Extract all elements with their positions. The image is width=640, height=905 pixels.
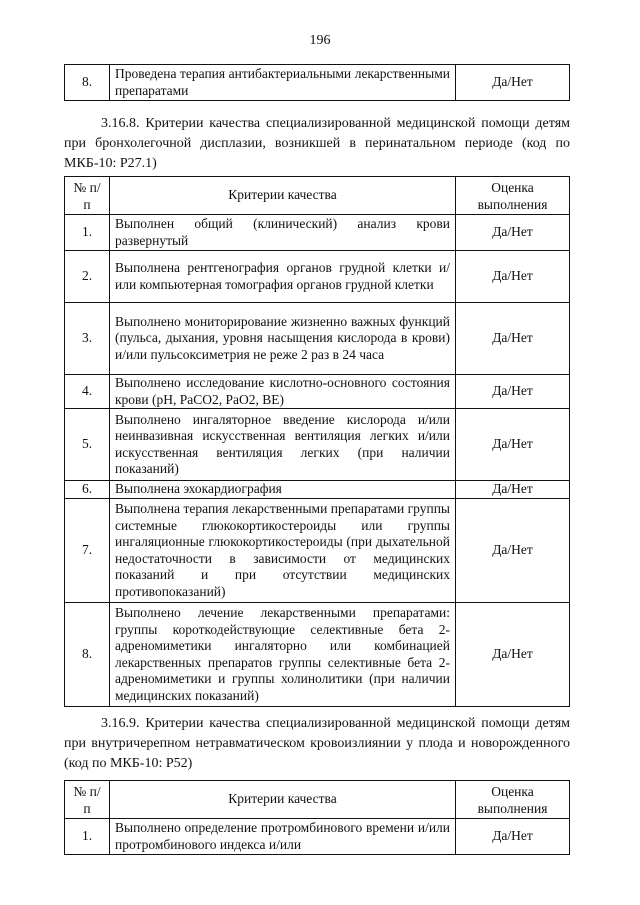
row-grade: Да/Нет [456,303,570,375]
row-criterion: Выполнена терапия лекарственными препаратами группы системные глюкокортикостероиды или группы ингаляционные глюкокортикостероиды (при дыхательной недостаточности в зависимости от медицинских показаний и при отсутствии медицинских противопоказаний) [110,499,456,603]
row-grade: Да/Нет [456,215,570,251]
row-criterion: Выполнена рентгенография органов грудной клетки и/или компьютерная томография органов грудной клетки [110,251,456,303]
header-criteria: Критерии качества [110,177,456,215]
row-number: 3. [65,303,110,375]
row-grade: Да/Нет [456,375,570,409]
table-row [65,65,570,101]
header-number: № п/п [65,781,110,819]
criteria-table-3-16-9 [64,780,570,855]
row-criterion: Выполнено мониторирование жизненно важных функций (пульса, дыхания, уровня насыщения кислорода в крови) и/или пульсоксиметрия не реже 2 раз в 24 часа [110,303,456,375]
section-heading-3-16-8: 3.16.8. Критерии качества специализированной медицинской помощи детям при бронхолегочной дисплазии, возникшей в перинатальном периоде (код по МКБ-10: P27.1) [64,116,570,171]
row-criterion: Выполнено ингаляторное введение кислорода и/или неинвазивная искусственная вентиляция легких и/или искусственная вентиляция легких (при наличии показаний) [110,409,456,481]
row-number: 4. [65,375,110,409]
row-number: 1. [65,819,110,855]
row-number: 5. [65,409,110,481]
header-grade: Оценка выполнения [456,177,570,215]
row-grade: Да/Нет [456,65,570,101]
table-row [65,251,570,303]
row-criterion: Выполнено исследование кислотно-основного состояния крови (pH, PaCO2, PaO2, BE) [110,375,456,409]
row-grade: Да/Нет [456,819,570,855]
row-grade: Да/Нет [456,409,570,481]
table-row [65,409,570,481]
criteria-table-3-16-8 [64,176,570,707]
row-number: 7. [65,499,110,603]
table-row [65,819,570,855]
header-grade: Оценка выполнения [456,781,570,819]
row-number: 1. [65,215,110,251]
table-row [65,481,570,499]
page-number: 196 [309,33,331,48]
row-grade: Да/Нет [456,481,570,499]
row-number: 6. [65,481,110,499]
row-number: 8. [65,65,110,101]
header-criteria: Критерии качества [110,781,456,819]
row-number: 8. [65,603,110,707]
table-header-row [65,177,570,215]
row-criterion: Выполнено определение протромбинового времени и/или протромбинового индекса и/или [110,819,456,855]
row-grade: Да/Нет [456,251,570,303]
row-number: 2. [65,251,110,303]
row-criterion: Проведена терапия антибактериальными лекарственными препаратами [110,65,456,101]
table-row [65,303,570,375]
header-number: № п/п [65,177,110,215]
table-row [65,499,570,603]
row-criterion: Выполнено лечение лекарственными препаратами: группы короткодействующие селективные бета 2-адреномиметики ингаляторно или комбинацией лекарственных препаратов группы селективные бета 2-адреномиметики и группы холинолитики (при наличии медицинских показаний) [110,603,456,707]
table-row [65,375,570,409]
row-grade: Да/Нет [456,603,570,707]
table-row [65,603,570,707]
table-row [65,215,570,251]
row-criterion: Выполнен общий (клинический) анализ крови развернутый [110,215,456,251]
table-header-row [65,781,570,819]
section-heading-3-16-9: 3.16.9. Критерии качества специализированной медицинской помощи детям при внутричерепном нетравматическом кровоизлиянии у плода и новорожденного (код по МКБ-10: P52) [64,716,570,771]
criteria-table-continued [64,64,570,101]
row-criterion: Выполнена эхокардиография [110,481,456,499]
row-grade: Да/Нет [456,499,570,603]
